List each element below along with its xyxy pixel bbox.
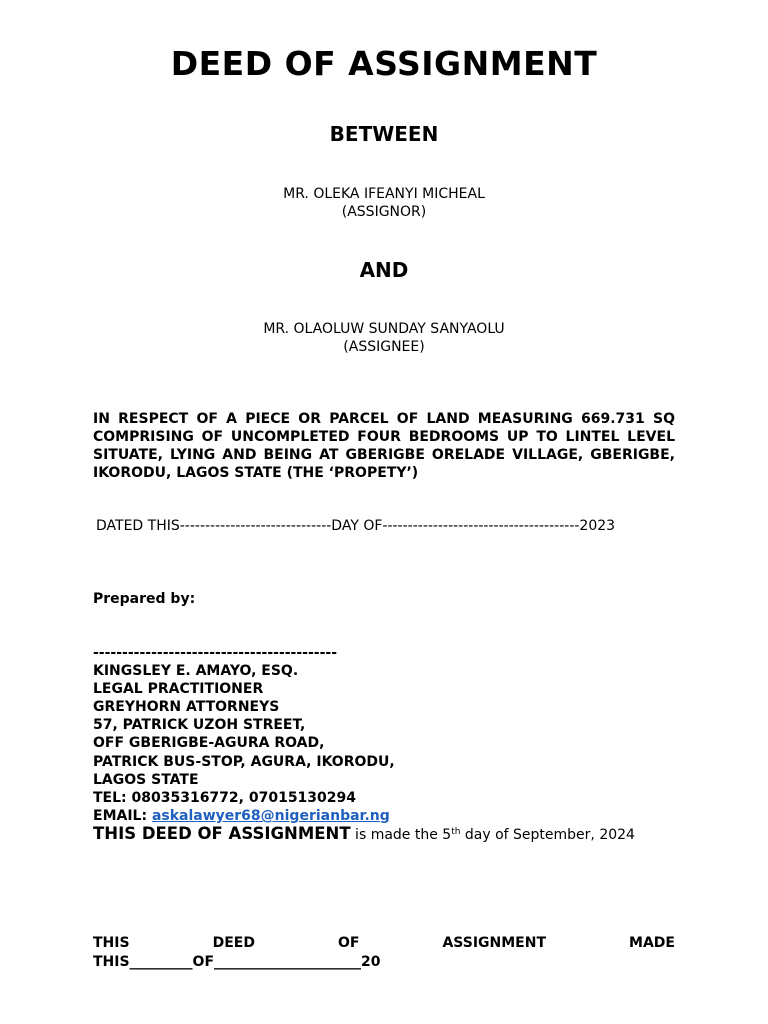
email-line <box>93 807 395 825</box>
address-line-1: 57, PATRICK UZOH STREET, <box>93 717 306 734</box>
telephone-line: TEL: 08035316772, 07015130294 <box>93 789 357 806</box>
final-word: MADE <box>629 935 675 951</box>
assignee-role: (ASSIGNEE) <box>343 339 425 355</box>
assignor-name: MR. OLEKA IFEANYI MICHEAL <box>283 186 485 202</box>
assignee-name: MR. OLAOLUW SUNDAY SANYAOLU <box>263 321 505 337</box>
preparer-address-block <box>93 644 395 825</box>
assignor-block <box>0 185 768 221</box>
final-deed-date-line: THIS_________OF_____________________20 <box>93 954 381 970</box>
preparer-title: LEGAL PRACTITIONER <box>93 681 264 698</box>
assignor-role: (ASSIGNOR) <box>341 204 427 220</box>
assignee-block <box>0 320 768 356</box>
prepared-by-label: Prepared by: <box>93 591 196 607</box>
and-heading: AND <box>359 258 409 282</box>
made-clause-lead: THIS DEED OF ASSIGNMENT <box>93 824 351 843</box>
email-label: EMAIL: <box>93 807 148 824</box>
preparer-firm: GREYHORN ATTORNEYS <box>93 699 280 716</box>
final-deed-line <box>93 934 675 972</box>
final-word: ASSIGNMENT <box>442 935 547 951</box>
made-clause-text-rest: day of September, 2024 <box>460 827 635 843</box>
email-link[interactable]: askalawyer68@nigerianbar.ng <box>151 807 390 824</box>
property-description: IN RESPECT OF A PIECE OR PARCEL OF LAND MEASURING 669.731 SQ COMPRISING OF UNCOMPLETED FOUR BEDROOMS UP TO LINTEL LEVEL SITUATE, LYING AND BEING AT GBERIGBE ORELADE VILLAGE, GBERIGBE, IKORODU, LAGOS STATE (THE ‘PROPETY’) <box>93 411 675 481</box>
final-word: THIS <box>93 935 130 951</box>
final-word: DEED <box>212 935 255 951</box>
address-line-2: OFF GBERIGBE-AGURA ROAD, <box>93 735 325 752</box>
made-clause <box>93 824 683 845</box>
final-deed-words <box>93 934 675 953</box>
preparer-name: KINGSLEY E. AMAYO, ESQ. <box>93 663 299 680</box>
address-line-4: LAGOS STATE <box>93 771 199 788</box>
address-line-3: PATRICK BUS-STOP, AGURA, IKORODU, <box>93 753 395 770</box>
document-title: DEED OF ASSIGNMENT <box>170 44 598 83</box>
dated-line: DATED THIS------------------------------DAY OF---------------------------------------2023 <box>96 518 616 534</box>
signature-line: ------------------------------------------ <box>93 645 338 661</box>
made-clause-text: is made the 5 <box>350 827 452 843</box>
made-clause-ordinal: th <box>451 827 461 837</box>
final-word: OF <box>337 935 360 951</box>
between-heading: BETWEEN <box>329 122 439 146</box>
